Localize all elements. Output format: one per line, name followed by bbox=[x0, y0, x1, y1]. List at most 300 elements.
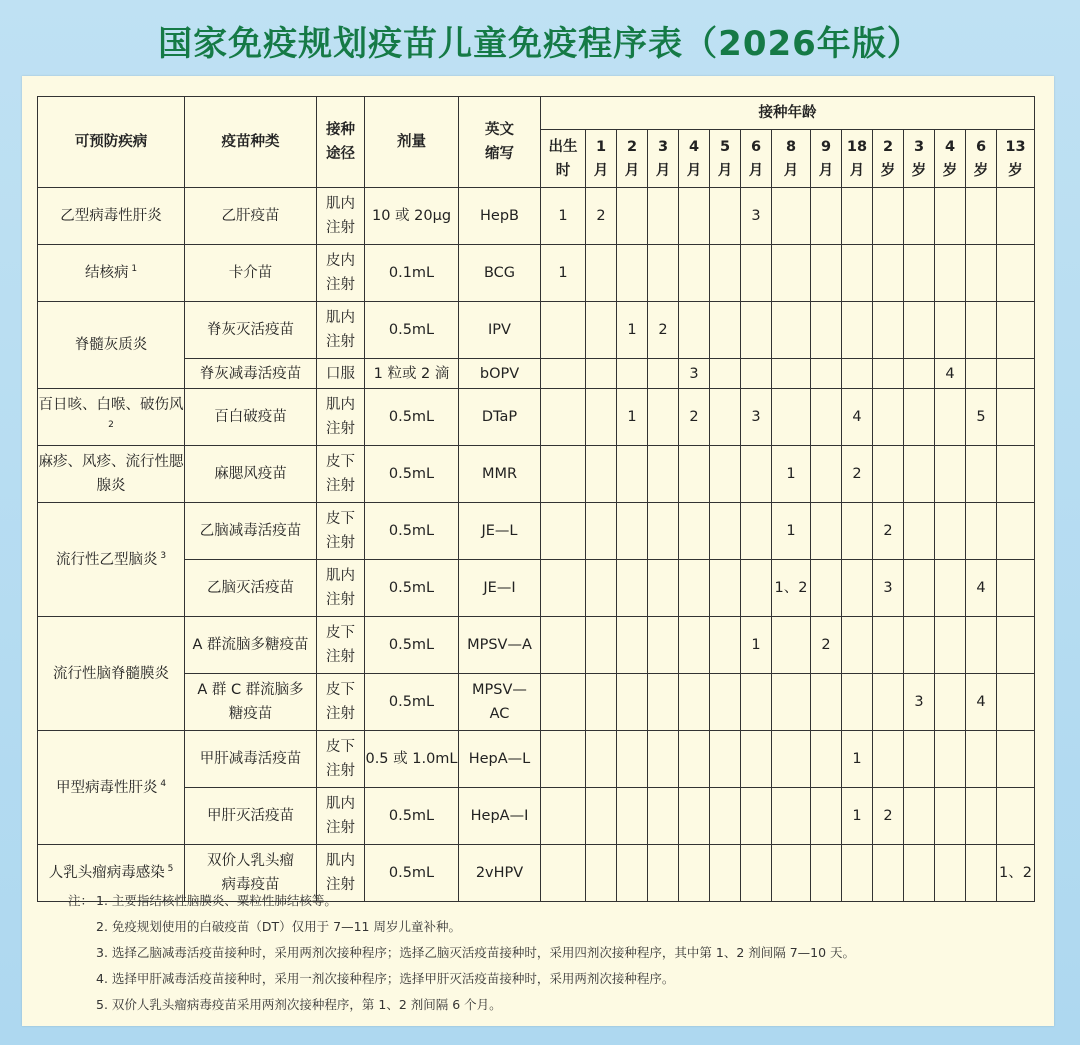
dose-number-cell bbox=[966, 617, 997, 674]
cell-text: 月 bbox=[717, 162, 733, 179]
dose-number-cell bbox=[586, 788, 617, 845]
cell-text: 月 bbox=[783, 162, 799, 179]
schedule-sheet bbox=[22, 76, 1054, 1026]
vaccine-name bbox=[185, 617, 317, 674]
header-route bbox=[317, 97, 365, 188]
dose-number-cell bbox=[873, 845, 904, 902]
footnote-marker: 5 bbox=[164, 864, 174, 875]
dose-number-cell bbox=[648, 731, 679, 788]
dose-number-cell bbox=[772, 674, 811, 731]
age-header bbox=[811, 130, 842, 188]
dose-number-cell bbox=[772, 359, 811, 389]
note-item bbox=[68, 914, 855, 940]
dose-number-cell bbox=[586, 731, 617, 788]
age-header bbox=[904, 130, 935, 188]
dose-number-cell bbox=[772, 788, 811, 845]
dose-number-cell bbox=[772, 245, 811, 302]
dose-number-cell bbox=[648, 188, 679, 245]
route-cell bbox=[317, 788, 365, 845]
cell-text: 注射 bbox=[326, 592, 355, 608]
dose-number-cell bbox=[935, 389, 966, 446]
dose-number-cell bbox=[904, 560, 935, 617]
dose-number-cell bbox=[648, 674, 679, 731]
dose-number-cell bbox=[679, 245, 710, 302]
dose-number-cell bbox=[586, 560, 617, 617]
cell-text: 月 bbox=[818, 162, 834, 179]
dose-number-cell: 1 bbox=[772, 503, 811, 560]
dose-number-cell bbox=[710, 359, 741, 389]
cell-text: HepA—L bbox=[468, 751, 531, 767]
dose-number-cell bbox=[935, 560, 966, 617]
dose-number-cell bbox=[966, 188, 997, 245]
dose-cell: 10 或 20μg bbox=[365, 188, 459, 245]
dose-number-cell bbox=[997, 503, 1035, 560]
age-header bbox=[741, 130, 772, 188]
note-text: 5. 双价人乳头瘤病毒疫苗采用两剂次接种程序，第 1、2 剂间隔 6 个月。 bbox=[96, 997, 502, 1012]
cell-text: 注射 bbox=[326, 334, 355, 350]
table-row bbox=[38, 674, 1035, 731]
vaccine-name bbox=[185, 731, 317, 788]
cell-text: 皮下 bbox=[326, 454, 355, 470]
disease-name: 人乳头瘤病毒感染 bbox=[48, 865, 165, 881]
age-header bbox=[679, 130, 710, 188]
dose-number-cell bbox=[679, 674, 710, 731]
disease-name: 流行性脑脊髓膜炎 bbox=[53, 665, 169, 682]
dose-cell: 0.5mL bbox=[365, 446, 459, 503]
dose-number-cell: 3 bbox=[679, 359, 710, 389]
dose-number-cell bbox=[811, 302, 842, 359]
vaccine-name bbox=[185, 788, 317, 845]
dose-number-cell bbox=[710, 245, 741, 302]
dose-number-cell bbox=[811, 188, 842, 245]
cell-text: 2 bbox=[626, 138, 638, 155]
cell-text: 4 bbox=[688, 138, 700, 155]
table-row bbox=[38, 389, 1035, 446]
cell-text: 月 bbox=[686, 162, 702, 179]
abbr-cell bbox=[459, 617, 541, 674]
dose-number-cell bbox=[842, 302, 873, 359]
table-row bbox=[38, 503, 1035, 560]
footnote-marker: 3 bbox=[157, 550, 167, 561]
disease-name: 乙型病毒性肝炎 bbox=[60, 208, 162, 224]
disease-cell bbox=[38, 503, 185, 617]
dose-cell: 0.1mL bbox=[365, 245, 459, 302]
route-cell bbox=[317, 446, 365, 503]
dose-cell: 0.5mL bbox=[365, 845, 459, 902]
dose-number-cell bbox=[935, 245, 966, 302]
vaccine-name bbox=[185, 674, 317, 731]
dose-number-cell bbox=[935, 302, 966, 359]
dose-number-cell bbox=[997, 302, 1035, 359]
dose-number-cell: 1 bbox=[842, 788, 873, 845]
cell-text: 肌内 bbox=[326, 853, 355, 869]
dose-cell: 0.5mL bbox=[365, 302, 459, 359]
header-dose: 剂量 bbox=[365, 97, 459, 188]
dose-number-cell bbox=[679, 560, 710, 617]
dose-number-cell: 1 bbox=[842, 731, 873, 788]
dose-number-cell bbox=[966, 245, 997, 302]
abbr-cell bbox=[459, 731, 541, 788]
cell-text: IPV bbox=[488, 322, 511, 338]
dose-number-cell bbox=[741, 731, 772, 788]
age-header bbox=[842, 130, 873, 188]
cell-text: 脊灰减毒活疫苗 bbox=[199, 365, 302, 382]
cell-text: 皮下 bbox=[326, 739, 355, 755]
header-abbr bbox=[459, 97, 541, 188]
dose-number-cell: 2 bbox=[679, 389, 710, 446]
note-text: 1. 主要指结核性脑膜炎、粟粒性肺结核等。 bbox=[96, 893, 337, 908]
cell-text: 缩写 bbox=[485, 146, 514, 162]
dose-cell: 0.5mL bbox=[365, 503, 459, 560]
dose-number-cell bbox=[935, 188, 966, 245]
age-header bbox=[935, 130, 966, 188]
dose-number-cell: 2 bbox=[811, 617, 842, 674]
dose-number-cell bbox=[873, 674, 904, 731]
dose-number-cell: 3 bbox=[741, 188, 772, 245]
abbr-cell bbox=[459, 359, 541, 389]
dose-number-cell bbox=[541, 617, 586, 674]
cell-text: 18 bbox=[846, 138, 868, 155]
disease-cell bbox=[38, 188, 185, 245]
abbr-cell bbox=[459, 188, 541, 245]
dose-number-cell bbox=[679, 446, 710, 503]
header-vaccine: 疫苗种类 bbox=[185, 97, 317, 188]
note-prefix: 注： bbox=[68, 893, 94, 908]
dose-number-cell bbox=[648, 617, 679, 674]
dose-number-cell bbox=[997, 617, 1035, 674]
dose-number-cell bbox=[904, 731, 935, 788]
dose-number-cell bbox=[842, 245, 873, 302]
page-title: 国家免疫规划疫苗儿童免疫程序表（2026年版） bbox=[158, 24, 922, 64]
dose-number-cell bbox=[842, 617, 873, 674]
dose-cell: 0.5 或 1.0mL bbox=[365, 731, 459, 788]
dose-number-cell: 4 bbox=[842, 389, 873, 446]
abbr-cell bbox=[459, 674, 541, 731]
cell-text: MMR bbox=[481, 466, 518, 482]
dose-number-cell bbox=[997, 674, 1035, 731]
disease-name: 流行性乙型脑炎 bbox=[55, 551, 158, 568]
dose-number-cell bbox=[741, 674, 772, 731]
cell-text: A 群流脑多糖疫苗 bbox=[192, 637, 309, 653]
dose-number-cell: 1、2 bbox=[772, 560, 811, 617]
abbr-cell bbox=[459, 245, 541, 302]
dose-number-cell bbox=[617, 503, 648, 560]
dose-number-cell: 1 bbox=[541, 245, 586, 302]
cell-text: 注射 bbox=[326, 277, 355, 293]
cell-text: 注射 bbox=[326, 706, 355, 722]
dose-number-cell bbox=[935, 845, 966, 902]
cell-text: 接种 bbox=[326, 122, 355, 138]
dose-number-cell bbox=[710, 560, 741, 617]
cell-text: JE—I bbox=[483, 580, 516, 596]
table-row bbox=[38, 731, 1035, 788]
dose-number-cell bbox=[966, 788, 997, 845]
dose-number-cell bbox=[842, 188, 873, 245]
note-text: 2. 免疫规划使用的白破疫苗（DT）仅用于 7—11 周岁儿童补种。 bbox=[96, 919, 461, 934]
dose-number-cell bbox=[935, 674, 966, 731]
dose-number-cell bbox=[679, 731, 710, 788]
dose-number-cell bbox=[541, 674, 586, 731]
dose-number-cell bbox=[873, 188, 904, 245]
disease-name: 麻疹、风疹、流行性腮腺炎 bbox=[38, 454, 184, 494]
age-header bbox=[966, 130, 997, 188]
footnote-marker: 4 bbox=[157, 778, 167, 789]
cell-text: 英文 bbox=[485, 122, 514, 138]
cell-text: MPSV—A bbox=[467, 637, 532, 653]
vaccine-name bbox=[185, 503, 317, 560]
dose-number-cell bbox=[648, 245, 679, 302]
cell-text: 口服 bbox=[326, 365, 355, 382]
vaccine-name bbox=[185, 245, 317, 302]
dose-number-cell bbox=[541, 302, 586, 359]
cell-text: 皮下 bbox=[326, 625, 355, 641]
dose-number-cell bbox=[648, 389, 679, 446]
vaccine-name bbox=[185, 446, 317, 503]
dose-number-cell bbox=[710, 617, 741, 674]
dose-number-cell bbox=[541, 731, 586, 788]
dose-number-cell bbox=[811, 731, 842, 788]
cell-text: HepB bbox=[480, 208, 519, 224]
dose-number-cell bbox=[741, 788, 772, 845]
cell-text: 途径 bbox=[326, 146, 355, 162]
dose-number-cell bbox=[904, 389, 935, 446]
dose-number-cell bbox=[617, 245, 648, 302]
note-item bbox=[68, 888, 855, 914]
dose-number-cell bbox=[904, 188, 935, 245]
route-cell bbox=[317, 359, 365, 389]
dose-number-cell bbox=[873, 446, 904, 503]
dose-number-cell bbox=[997, 731, 1035, 788]
cell-text: 注射 bbox=[326, 763, 355, 779]
route-cell bbox=[317, 731, 365, 788]
cell-text: 注射 bbox=[326, 649, 355, 665]
vaccine-name bbox=[185, 302, 317, 359]
age-header bbox=[772, 130, 811, 188]
dose-number-cell: 4 bbox=[935, 359, 966, 389]
note-item bbox=[68, 940, 855, 966]
cell-text: 3 bbox=[913, 138, 925, 155]
route-cell bbox=[317, 245, 365, 302]
abbr-cell bbox=[459, 560, 541, 617]
age-header bbox=[873, 130, 904, 188]
table-row bbox=[38, 446, 1035, 503]
dose-cell: 1 粒或 2 滴 bbox=[365, 359, 459, 389]
dose-number-cell bbox=[966, 731, 997, 788]
dose-number-cell bbox=[842, 503, 873, 560]
cell-text: 出生 bbox=[548, 138, 578, 155]
dose-number-cell bbox=[741, 503, 772, 560]
dose-number-cell bbox=[617, 446, 648, 503]
cell-text: MPSV— bbox=[472, 682, 527, 698]
cell-text: 脊灰灭活疫苗 bbox=[207, 322, 294, 338]
disease-name: 脊髓灰质炎 bbox=[74, 337, 148, 353]
note-item bbox=[68, 966, 855, 992]
schedule-table bbox=[37, 96, 1035, 902]
dose-number-cell bbox=[541, 503, 586, 560]
dose-number-cell: 3 bbox=[904, 674, 935, 731]
dose-number-cell bbox=[811, 788, 842, 845]
dose-number-cell: 1 bbox=[541, 188, 586, 245]
dose-number-cell bbox=[904, 359, 935, 389]
route-cell bbox=[317, 389, 365, 446]
dose-number-cell bbox=[811, 503, 842, 560]
dose-number-cell bbox=[617, 617, 648, 674]
disease-cell bbox=[38, 389, 185, 446]
dose-number-cell: 1、2 bbox=[997, 845, 1035, 902]
dose-number-cell bbox=[710, 389, 741, 446]
age-header bbox=[648, 130, 679, 188]
footnote-marker: 1 bbox=[128, 264, 138, 275]
dose-cell: 0.5mL bbox=[365, 674, 459, 731]
table-row bbox=[38, 359, 1035, 389]
disease-name: 甲型病毒性肝炎 bbox=[55, 779, 158, 796]
dose-number-cell bbox=[997, 188, 1035, 245]
cell-text: 肌内 bbox=[326, 397, 355, 413]
dose-cell: 0.5mL bbox=[365, 389, 459, 446]
dose-number-cell bbox=[997, 446, 1035, 503]
cell-text: BCG bbox=[483, 265, 516, 281]
dose-number-cell bbox=[811, 674, 842, 731]
dose-number-cell bbox=[617, 188, 648, 245]
cell-text: 百白破疫苗 bbox=[214, 409, 287, 425]
cell-text: 月 bbox=[593, 162, 609, 179]
dose-number-cell bbox=[811, 359, 842, 389]
dose-number-cell bbox=[648, 503, 679, 560]
dose-number-cell: 2 bbox=[873, 788, 904, 845]
dose-number-cell bbox=[935, 617, 966, 674]
cell-text: 肌内 bbox=[326, 310, 355, 326]
cell-text: 5 bbox=[719, 138, 731, 155]
vaccine-name bbox=[185, 188, 317, 245]
cell-text: 甲肝减毒活疫苗 bbox=[199, 751, 302, 767]
dose-number-cell bbox=[586, 674, 617, 731]
age-header bbox=[617, 130, 648, 188]
cell-text: 皮内 bbox=[326, 253, 355, 269]
dose-number-cell bbox=[811, 389, 842, 446]
route-cell bbox=[317, 302, 365, 359]
cell-text: 注射 bbox=[326, 220, 355, 236]
note-item bbox=[68, 992, 855, 1018]
dose-number-cell bbox=[997, 389, 1035, 446]
dose-number-cell bbox=[648, 359, 679, 389]
dose-number-cell bbox=[904, 617, 935, 674]
table-row bbox=[38, 788, 1035, 845]
dose-number-cell bbox=[648, 788, 679, 845]
dose-number-cell bbox=[873, 245, 904, 302]
dose-number-cell bbox=[772, 389, 811, 446]
dose-number-cell bbox=[679, 788, 710, 845]
dose-number-cell bbox=[966, 302, 997, 359]
cell-text: 甲肝灭活疫苗 bbox=[207, 808, 294, 824]
cell-text: 月 bbox=[849, 162, 865, 179]
dose-number-cell bbox=[617, 560, 648, 617]
disease-name: 百日咳、白喉、破伤风 bbox=[38, 397, 184, 413]
dose-number-cell bbox=[966, 359, 997, 389]
cell-text: 皮下 bbox=[326, 682, 355, 698]
route-cell bbox=[317, 503, 365, 560]
cell-text: 岁 bbox=[973, 162, 989, 179]
cell-text: DTaP bbox=[481, 409, 518, 425]
dose-number-cell bbox=[772, 188, 811, 245]
dose-number-cell: 2 bbox=[842, 446, 873, 503]
dose-number-cell bbox=[904, 788, 935, 845]
dose-number-cell bbox=[541, 788, 586, 845]
dose-number-cell bbox=[710, 674, 741, 731]
cell-text: 注射 bbox=[326, 478, 355, 494]
dose-number-cell: 4 bbox=[966, 560, 997, 617]
dose-number-cell: 1 bbox=[772, 446, 811, 503]
cell-text: 乙肝疫苗 bbox=[221, 208, 280, 224]
dose-number-cell bbox=[617, 731, 648, 788]
dose-number-cell bbox=[772, 617, 811, 674]
cell-text: 乙脑减毒活疫苗 bbox=[199, 523, 302, 539]
dose-cell: 0.5mL bbox=[365, 617, 459, 674]
dose-number-cell bbox=[741, 446, 772, 503]
dose-number-cell bbox=[648, 560, 679, 617]
header-age-group: 接种年龄 bbox=[541, 97, 1035, 130]
vaccine-name bbox=[185, 359, 317, 389]
cell-text: A 群 C 群流脑多 bbox=[197, 682, 304, 698]
cell-text: 月 bbox=[655, 162, 671, 179]
route-cell bbox=[317, 617, 365, 674]
dose-number-cell bbox=[873, 731, 904, 788]
cell-text: 月 bbox=[624, 162, 640, 179]
route-cell bbox=[317, 674, 365, 731]
cell-text: 2vHPV bbox=[475, 865, 524, 881]
dose-number-cell bbox=[541, 359, 586, 389]
age-header bbox=[997, 130, 1035, 188]
cell-text: 1 bbox=[595, 138, 607, 155]
cell-text: 3 bbox=[657, 138, 669, 155]
dose-number-cell bbox=[710, 731, 741, 788]
cell-text: 月 bbox=[748, 162, 764, 179]
cell-text: 2 bbox=[882, 138, 894, 155]
abbr-cell bbox=[459, 389, 541, 446]
cell-text: 病毒疫苗 bbox=[221, 877, 280, 893]
cell-text: 乙脑灭活疫苗 bbox=[207, 580, 294, 596]
disease-name: 结核病 bbox=[84, 265, 129, 281]
dose-number-cell bbox=[741, 245, 772, 302]
dose-number-cell bbox=[904, 446, 935, 503]
dose-number-cell: 3 bbox=[873, 560, 904, 617]
dose-number-cell bbox=[586, 245, 617, 302]
dose-number-cell bbox=[710, 302, 741, 359]
dose-number-cell bbox=[904, 503, 935, 560]
cell-text: 麻腮风疫苗 bbox=[214, 466, 287, 482]
dose-number-cell bbox=[710, 188, 741, 245]
footnotes bbox=[68, 888, 855, 1018]
dose-number-cell bbox=[710, 446, 741, 503]
dose-number-cell bbox=[904, 845, 935, 902]
dose-number-cell bbox=[935, 731, 966, 788]
dose-number-cell: 4 bbox=[966, 674, 997, 731]
dose-number-cell bbox=[586, 617, 617, 674]
table-row bbox=[38, 560, 1035, 617]
dose-number-cell bbox=[648, 446, 679, 503]
age-header bbox=[710, 130, 741, 188]
cell-text: 4 bbox=[944, 138, 956, 155]
cell-text: 肌内 bbox=[326, 568, 355, 584]
dose-number-cell bbox=[935, 503, 966, 560]
disease-cell bbox=[38, 302, 185, 389]
dose-number-cell bbox=[873, 302, 904, 359]
dose-number-cell bbox=[741, 359, 772, 389]
disease-cell bbox=[38, 245, 185, 302]
dose-number-cell bbox=[541, 446, 586, 503]
dose-cell: 0.5mL bbox=[365, 560, 459, 617]
abbr-cell bbox=[459, 503, 541, 560]
cell-text: 时 bbox=[555, 162, 571, 179]
